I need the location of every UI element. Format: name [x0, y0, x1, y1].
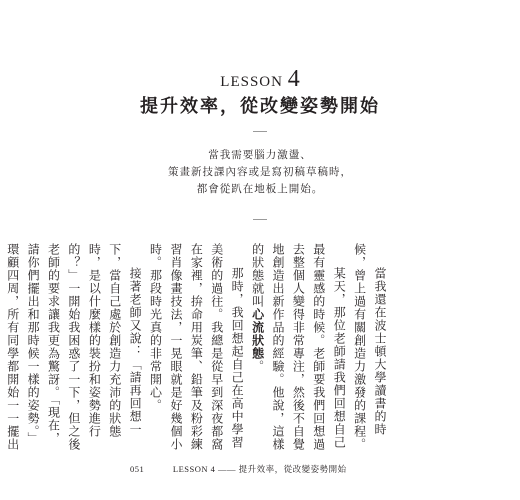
paragraph — [247, 243, 349, 453]
paragraph-text: 接著老師又說：「請再回想一下，當自己處於創造力充沛的狀態時，是以什麼樣的裝扮和姿勢進行的？」一開始我困惑了一下，但之後老師的要求讓我更為驚訝。「現在，請你們擺出和那時候一樣的姿勢。」環顧四周，所有同學都開始一一擺出 — [5, 243, 143, 451]
emphasis-text: 心流狀態 — [250, 308, 265, 360]
paragraph-text: 某天，那位老師請我們回想自己最有靈感的時候。老師要我們回想過去整個人變得非常專注，然後不自覺地創造出新作品的經驗。他說，這樣的狀態就叫 — [250, 243, 347, 451]
lesson-number: 4 — [287, 66, 300, 92]
intro-line: 當我需要腦力激盪、 — [208, 149, 312, 161]
chapter-title: 提升效率，從改變姿勢開始 — [140, 96, 380, 117]
page-footer — [130, 463, 347, 475]
paragraph-text: 當我還在波士頓大學讀書的時候，曾上過有關創造力激發的課程。 — [352, 243, 387, 451]
intro-quote — [0, 147, 520, 198]
lesson-heading — [0, 66, 520, 93]
body-text — [5, 243, 390, 453]
running-head: LESSON 4 —— 提升效率，從改變姿勢開始 — [172, 464, 347, 474]
separator-bottom — [253, 219, 267, 220]
lesson-word: LESSON — [220, 74, 283, 90]
paragraph — [0, 243, 145, 453]
intro-line: 策畫新技課內容或是寫初稿草稿時， — [168, 166, 352, 178]
paragraph-text: 那時，我回想起自己在高中學習美術的過往。我總是從早到深夜都窩在家裡，拚命用炭筆、鉛筆及粉彩練習肖像畫技法，一晃眼就是好幾個小時。那段時光真的非常開心。 — [148, 243, 245, 451]
intro-line: 都會從趴在地板上開始。 — [196, 183, 324, 195]
separator-top — [253, 131, 267, 132]
paragraph — [349, 243, 390, 453]
page-number: 051 — [130, 464, 145, 474]
paragraph — [145, 243, 247, 453]
paragraph-text: 。 — [250, 360, 265, 373]
